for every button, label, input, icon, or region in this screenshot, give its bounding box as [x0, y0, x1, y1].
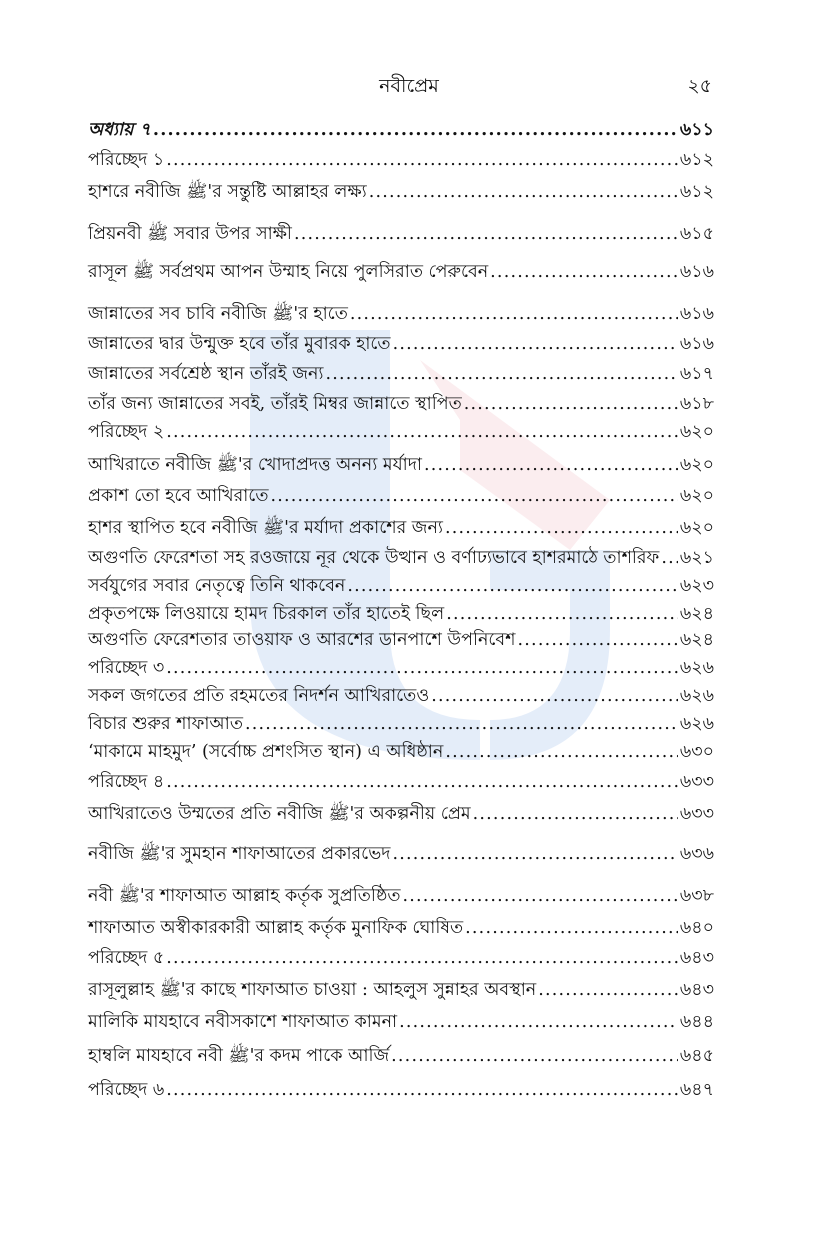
toc-leader-dots	[518, 628, 678, 652]
toc-leader-dots	[350, 302, 678, 326]
toc-entry	[88, 574, 714, 598]
toc-entry-title: নবীজি ﷺ'র সুমহান শাফাআতের প্রকারভেদ	[88, 844, 391, 864]
toc-entry-title: নবী ﷺ'র শাফাআত আল্লাহ কর্তৃক সুপ্রতিষ্ঠিত	[88, 886, 401, 906]
toc-entry	[88, 420, 714, 444]
toc-entry	[88, 770, 714, 794]
toc-entry-title: সকল জগতের প্রতি রহমতের নিদর্শন আখিরাতেও	[88, 686, 430, 706]
toc-entry-page: ৬৩৮	[679, 886, 714, 906]
toc-entry	[88, 656, 714, 680]
toc-entry-page: ৬২৬	[679, 658, 714, 678]
toc-entry	[88, 148, 714, 172]
toc-entry-page: ৬২৩	[679, 576, 714, 596]
toc-entry-title: আখিরাতেও উম্মতের প্রতি নবীজি ﷺ'র অকল্পনীয় প্রেম	[88, 804, 471, 824]
toc-leader-dots	[473, 802, 678, 826]
toc-leader-dots	[270, 484, 677, 508]
toc-entry-title: পরিচ্ছেদ ৬	[88, 1080, 165, 1100]
toc-entry-title: শাফাআত অস্বীকারকারী আল্লাহ কর্তৃক মুনাফিক ঘোষিত	[88, 918, 464, 938]
toc-entry-page: ৬৩৩	[679, 804, 714, 824]
toc-entry	[88, 362, 714, 386]
toc-entry	[88, 712, 714, 736]
toc-leader-dots	[490, 260, 678, 284]
toc-entry-page: ৬৩৩	[679, 772, 714, 792]
toc-entry-title: পরিচ্ছেদ ৪	[88, 772, 165, 792]
toc-entry-page: ৬১৬	[679, 304, 714, 324]
toc-entry	[88, 946, 714, 970]
toc-leader-dots	[431, 684, 678, 708]
toc-leader-dots	[153, 118, 678, 142]
toc-leader-dots	[445, 740, 678, 764]
toc-entry-page: ৬৪৭	[679, 1080, 714, 1100]
toc-entry-page: ৬২৪	[679, 604, 714, 624]
toc-leader-dots	[402, 884, 677, 908]
toc-leader-dots	[445, 516, 678, 540]
toc-entry-title: হাম্বলি মাযহাবে নবী ﷺ'র কদম পাকে আর্জি	[88, 1046, 390, 1066]
toc-entry	[88, 978, 714, 1002]
toc-entry	[88, 180, 714, 204]
toc-entry-title: তাঁর জন্য জান্নাতের সবই, তাঁরই মিম্বর জান্নাতে স্থাপিত	[88, 394, 462, 414]
toc-entry-title: হাশরে নবীজি ﷺ'র সন্তুষ্টি আল্লাহর লক্ষ্য	[88, 182, 367, 202]
toc-entry-title: জান্নাতের দ্বার উন্মুক্ত হবে তাঁর মুবারক হাতে	[88, 334, 391, 354]
toc-entry	[88, 628, 714, 652]
toc-leader-dots	[294, 222, 678, 246]
toc-entry	[88, 453, 714, 477]
toc-entry	[88, 684, 714, 708]
toc-entry-title: পরিচ্ছেদ ১	[88, 150, 165, 170]
toc-leader-dots	[661, 546, 678, 570]
toc-entry	[88, 546, 714, 570]
toc-entry-page: ৬৪৫	[679, 1046, 714, 1066]
toc-entry-title: রাসূল ﷺ সর্বপ্রথম আপন উম্মাহ নিয়ে পুলসিরাত পেরুবেন	[88, 262, 489, 282]
toc-leader-dots	[538, 978, 678, 1002]
toc-entry-title: প্রকাশ তো হবে আখিরাতে	[88, 486, 269, 506]
toc-leader-dots	[245, 712, 678, 736]
toc-leader-dots	[392, 842, 677, 866]
page-header	[0, 72, 818, 106]
toc-leader-dots	[446, 602, 678, 626]
toc-entry-page: ৬২০	[679, 455, 714, 475]
toc-leader-dots	[424, 453, 678, 477]
toc-entry-page: ৬২০	[679, 486, 714, 506]
toc-entry	[88, 392, 714, 416]
toc-entry	[88, 484, 714, 508]
toc-entry-page: ৬৪৩	[679, 948, 714, 968]
toc-entry-page: ৬২০	[679, 518, 714, 538]
toc-entry	[88, 332, 714, 356]
toc-leader-dots	[347, 574, 677, 598]
toc-entry-page: ৬২৬	[679, 714, 714, 734]
toc-leader-dots	[166, 946, 678, 970]
toc-entry-title: প্রকৃতপক্ষে লিওয়ায়ে হামদ চিরকাল তাঁর হাতেই ছিল	[88, 604, 445, 624]
toc-entry-title: অগুণতি ফেরেশতার তাওয়াফ ও আরশের ডানপাশে উপনিবেশ	[88, 630, 516, 650]
toc-entry-title: পরিচ্ছেদ ৫	[88, 948, 165, 968]
toc-entry-title: হাশর স্থাপিত হবে নবীজি ﷺ'র মর্যাদা প্রকাশের জন্য	[88, 518, 443, 538]
toc-leader-dots	[166, 770, 678, 794]
toc-entry-title: মালিকি মাযহাবে নবীসকাশে শাফাআত কামনা	[88, 1012, 398, 1032]
toc-entry	[88, 884, 714, 908]
toc-leader-dots	[166, 1078, 678, 1102]
toc-leader-dots	[326, 362, 678, 386]
toc-leader-dots	[399, 1010, 678, 1034]
toc-entry	[88, 602, 714, 626]
toc-leader-dots	[166, 656, 678, 680]
toc-entry	[88, 302, 714, 326]
toc-entry	[88, 516, 714, 540]
toc-entry-page: ৬২৪	[679, 630, 714, 650]
toc-entry-title: জান্নাতের সব চাবি নবীজি ﷺ'র হাতে	[88, 304, 348, 324]
toc-entry	[88, 1044, 714, 1068]
toc-entry-page: ৬১২	[679, 182, 714, 202]
toc-entry	[88, 222, 714, 246]
page-number: ২৫	[687, 75, 712, 97]
toc-entry-title: আখিরাতে নবীজি ﷺ'র খোদাপ্রদত্ত অনন্য মর্যাদা	[88, 455, 423, 475]
toc-entry-title: অগুণতি ফেরেশতা সহ রওজায়ে নূর থেকে উত্থান ও বর্ণাঢ্যভাবে হাশরমাঠে তাশরিফ	[88, 548, 660, 568]
toc-leader-dots	[369, 180, 678, 204]
toc-entry-page: ৬২৬	[679, 686, 714, 706]
toc-entry-title: রাসূলুল্লাহ ﷺ'র কাছে শাফাআত চাওয়া : আহলুস সুন্নাহর অবস্থান	[88, 980, 537, 1000]
toc-entry-title: অধ্যায় ৭	[88, 120, 151, 140]
toc-entry-page: ৬২০	[679, 422, 714, 442]
toc-chapter-entry	[88, 118, 714, 142]
toc-leader-dots	[393, 332, 678, 356]
toc-leader-dots	[465, 916, 678, 940]
running-title: নবীপ্রেম	[379, 75, 439, 97]
toc-entry-page: ৬১১	[679, 120, 714, 140]
toc-entry-page: ৬১২	[679, 150, 714, 170]
toc-entry	[88, 740, 714, 764]
toc-entry-page: ৬৪০	[679, 918, 714, 938]
toc-entry	[88, 842, 714, 866]
toc-leader-dots	[166, 148, 678, 172]
toc-leader-dots	[391, 1044, 678, 1068]
toc-entry-page: ৬৪৩	[679, 980, 714, 1000]
toc-entry	[88, 260, 714, 284]
toc-entry-page: ৬৩০	[679, 742, 714, 762]
toc-entry-title: ‘মাকামে মাহমুদ’ (সর্বোচ্চ প্রশংসিত স্থান) এ অধিষ্ঠান	[88, 742, 444, 762]
toc-entry-page: ৬১৭	[679, 364, 714, 384]
toc-leader-dots	[166, 420, 678, 444]
toc-entry	[88, 802, 714, 826]
toc-entry-page: ৬১৮	[679, 394, 714, 414]
toc-entry-page: ৬২১	[679, 548, 714, 568]
toc-entry-title: প্রিয়নবী ﷺ সবার উপর সাক্ষী	[88, 224, 292, 244]
toc-entry-title: পরিচ্ছেদ ৩	[88, 658, 165, 678]
toc-entry-page: ৬১৫	[679, 224, 714, 244]
toc-entry-page: ৬৪৪	[679, 1012, 714, 1032]
toc-entry-title: বিচার শুরুর শাফাআত	[88, 714, 243, 734]
toc-entry-title: সর্বযুগের সবার নেতৃত্বে তিনি থাকবেন	[88, 576, 346, 596]
toc-entry-title: পরিচ্ছেদ ২	[88, 422, 165, 442]
toc-entry-page: ৬১৬	[679, 262, 714, 282]
toc-entry	[88, 916, 714, 940]
toc-entry-page: ৬১৬	[679, 334, 714, 354]
toc-entry-page: ৬৩৬	[679, 844, 714, 864]
toc-entry	[88, 1078, 714, 1102]
toc-entry-title: জান্নাতের সর্বশ্রেষ্ঠ স্থান তাঁরই জন্য	[88, 364, 324, 384]
toc-entry	[88, 1010, 714, 1034]
toc-leader-dots	[464, 392, 678, 416]
